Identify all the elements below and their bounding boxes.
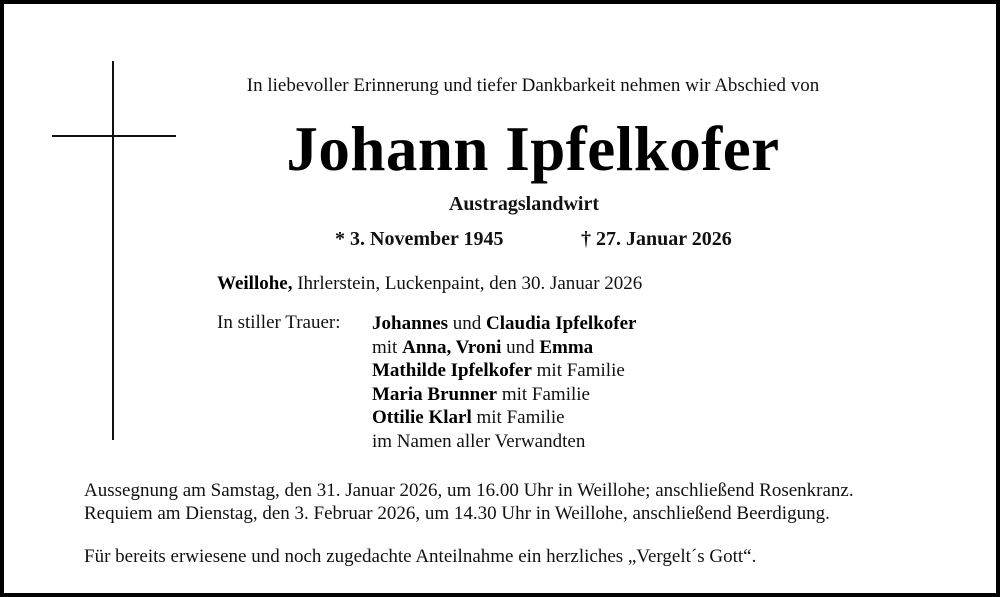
place-rest: Ihrlerstein, Luckenpaint, den 30. Januar 2026: [297, 273, 643, 294]
intro-text: In liebevoller Erinnerung und tiefer Dankbarkeit nehmen wir Abschied von: [246, 75, 820, 96]
mourner-suffix: mit Familie: [476, 407, 565, 428]
mourner-name: Maria Brunner: [372, 383, 498, 405]
mourner-name: Ottilie Klarl: [372, 407, 472, 428]
deceased-name: Johann Ipfelkofer: [286, 114, 780, 184]
mourner-name: Claudia Ipfelkofer: [486, 313, 637, 334]
place-date-line: [217, 273, 642, 295]
deceased-occupation: Austragslandwirt: [448, 193, 599, 215]
place-town: Weillohe,: [217, 273, 293, 294]
service-line-blessing: Aussegnung am Samstag, den 31. Januar 2026, um 16.00 Uhr in Weillohe; anschließend Rosenkranz.: [84, 480, 854, 501]
death-dagger-icon: †: [581, 228, 591, 250]
mourner-line: [372, 312, 636, 336]
birth-star-icon: *: [335, 228, 345, 250]
mourner-line: [372, 406, 636, 430]
mourner-suffix: mit Familie: [501, 383, 590, 405]
mourning-label: In stiller Trauer:: [217, 312, 341, 333]
mourner-name: Anna, Vroni: [402, 336, 502, 358]
mourner-name: Johannes: [372, 313, 449, 334]
thanks-line: Für bereits erwiesene und noch zugedachte Anteilnahme ein herzliches „Vergelt´s Gott“.: [84, 546, 757, 567]
birth-date-line: [335, 228, 504, 251]
mourner-name: Emma: [539, 336, 594, 358]
mourner-connector: und: [452, 313, 482, 334]
birth-date: 3. November 1945: [350, 228, 504, 250]
mourner-name: Mathilde Ipfelkofer: [372, 360, 532, 381]
death-date: 27. Januar 2026: [596, 228, 732, 250]
mourner-line: [372, 383, 636, 407]
mourner-line: [372, 336, 636, 360]
death-date-line: [581, 228, 732, 251]
mourner-connector: und: [506, 336, 535, 358]
mourners-list: [372, 312, 636, 453]
mourner-suffix: mit Familie: [536, 360, 625, 381]
service-line-requiem: Requiem am Dienstag, den 3. Februar 2026, um 14.30 Uhr in Weillohe, anschließend Beerdigung.: [84, 503, 830, 524]
mourner-line: im Namen aller Verwandten: [372, 430, 586, 452]
mourner-line: [372, 359, 636, 383]
mourner-connector: mit: [372, 336, 398, 358]
